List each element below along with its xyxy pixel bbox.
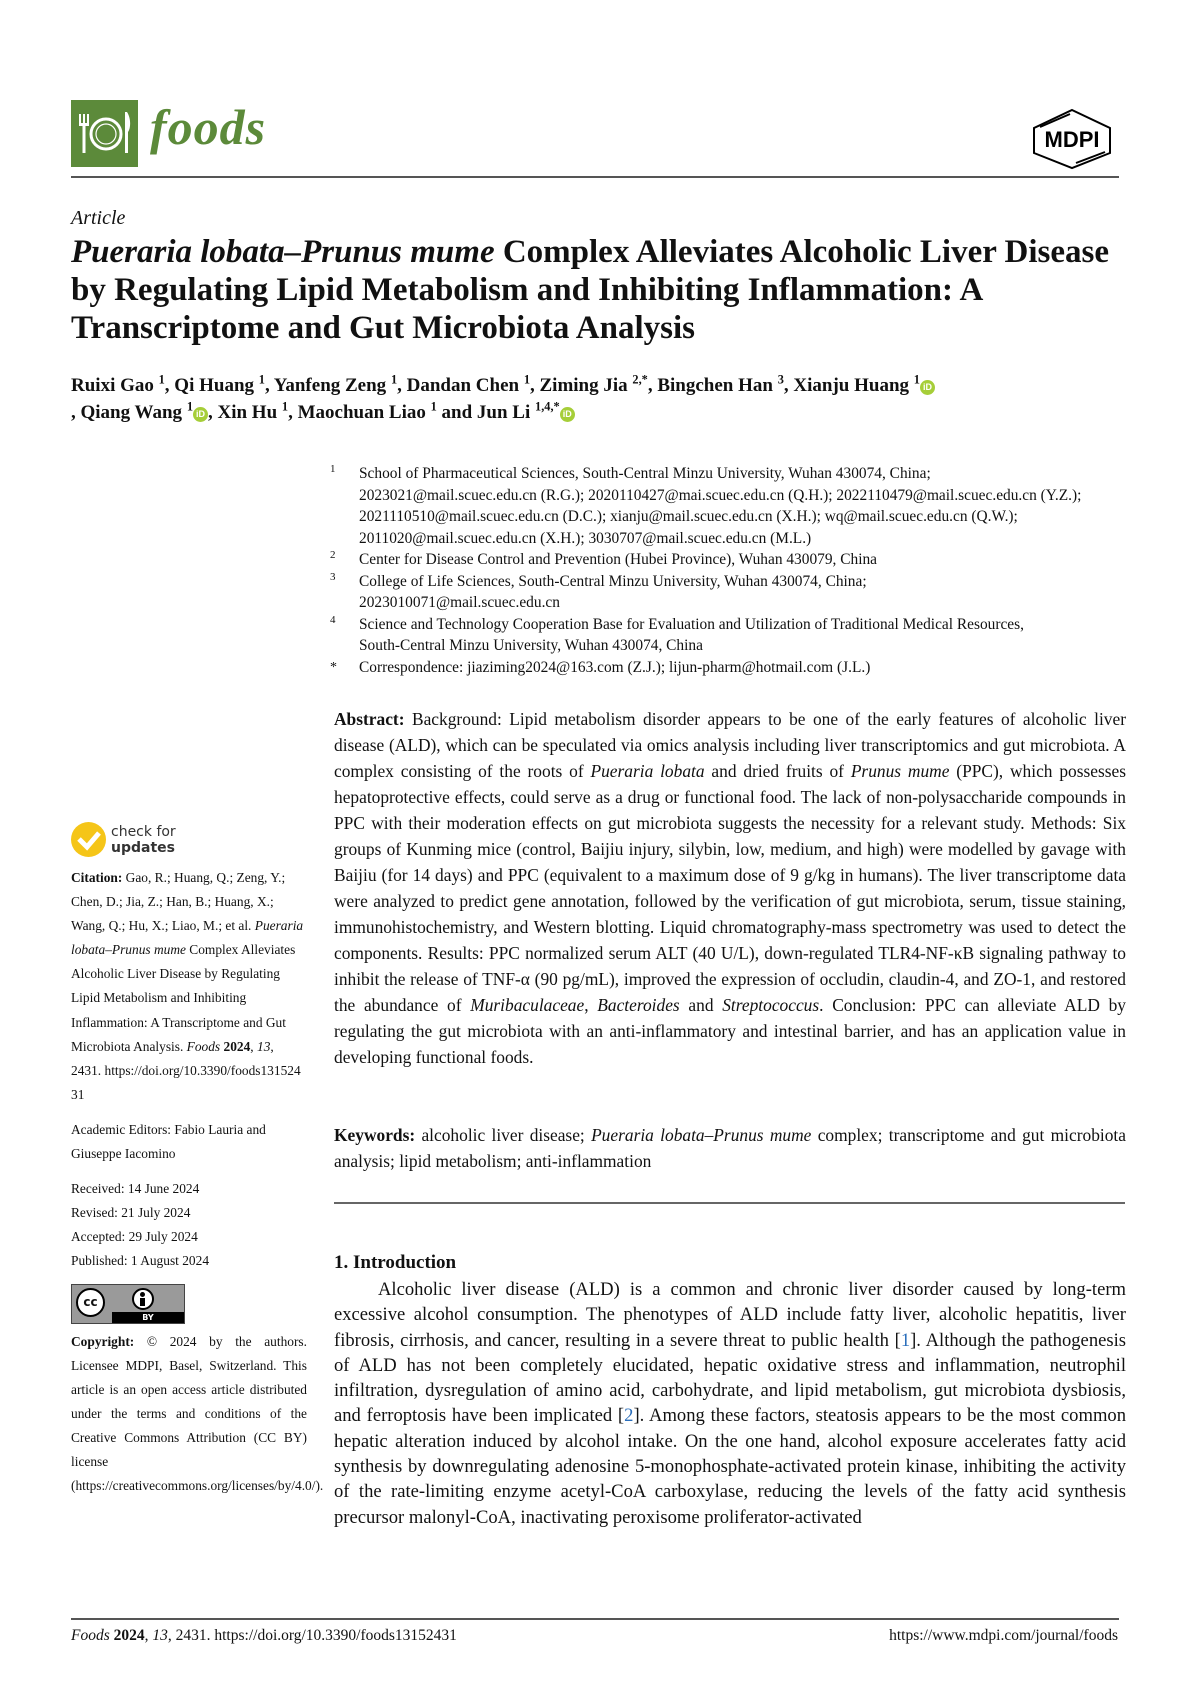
footer-doi[interactable]: , 2431. https://doi.org/10.3390/foods13152431	[167, 1627, 457, 1644]
text-segment: Prunus mume	[850, 761, 950, 781]
affiliation-line: South-Central Minzu University, Wuhan 430074, China	[359, 637, 703, 654]
cc-icon: cc	[76, 1288, 105, 1317]
author-name[interactable]: Qi Huang	[174, 375, 255, 396]
title-italic: Pueraria lobata–Prunus mume	[71, 234, 495, 270]
text-segment: alcoholic liver disease;	[415, 1125, 592, 1145]
author-affiliation-marker: 3	[777, 372, 784, 387]
reference-link[interactable]: 1	[900, 1329, 911, 1351]
footer-year: 2024	[113, 1627, 145, 1644]
text-segment: ]. Although the pathogenesis of ALD has not been completely elucidated, hepatic oxidative stress and inflammation, neutrophil infiltration, dysregulation of amino acid, carbohydrate, and lipid metabolism, gut microbiota dysbiosis, and ferroptosis have been implicated [	[334, 1329, 1127, 1427]
keywords-label: Keywords:	[334, 1125, 416, 1145]
text-segment: Alcoholic liver disease (ALD) is a common and chronic liver disorder caused by long-term excessive alcohol consumption. The phenotypes of ALD include fatty liver, alcoholic hepatitis, liver fibrosis, cirrhosis, and cancer, resulting in a severe threat to public health [	[334, 1279, 1126, 1351]
reference-link[interactable]: 2	[624, 1405, 634, 1427]
affiliation-item	[330, 614, 1130, 657]
text-segment: Streptococcus	[722, 995, 820, 1015]
affiliation-item	[330, 571, 1130, 614]
affiliation-line: 2021110510@mail.scuec.edu.cn (D.C.); xianju@mail.scuec.edu.cn (X.H.); wq@mail.scuec.edu.cn (Q.W.);	[359, 508, 1018, 525]
text-segment: and	[679, 995, 723, 1015]
author-affiliation-marker: 2,*	[632, 372, 648, 387]
orcid-icon[interactable]: iD	[193, 407, 208, 422]
affiliations	[330, 463, 1130, 678]
affiliation-marker: *	[330, 659, 337, 675]
article-type: Article	[71, 207, 126, 229]
citation-title-italic: Pueraria lobata–Prunus mume	[71, 918, 304, 958]
attribution-icon	[132, 1288, 154, 1310]
date-entry: Received: 14 June 2024	[71, 1181, 200, 1197]
publication-dates	[71, 1177, 307, 1273]
author-name[interactable]: Jun Li	[476, 402, 531, 423]
author-name[interactable]: Maochuan Liao	[297, 402, 426, 423]
citation-authors: Gao, R.; Huang, Q.; Zeng, Y.; Chen, D.; Jia, Z.; Han, B.; Huang, X.; Wang, Q.; Hu, X.; Liao, M.; et al.	[71, 870, 286, 934]
orcid-icon[interactable]: iD	[560, 407, 575, 422]
affiliation-item	[330, 657, 1130, 679]
footer-journal-url[interactable]: https://www.mdpi.com/journal/foods	[889, 1627, 1118, 1644]
affiliation-line: College of Life Sciences, South-Central Minzu University, Wuhan 430074, China;	[359, 572, 867, 590]
affiliation-line: 2011020@mail.scuec.edu.cn (X.H.); 3030707@mail.scuec.edu.cn (M.L.)	[359, 529, 812, 547]
copyright-notice	[71, 1330, 324, 1499]
mdpi-logo	[1030, 108, 1115, 170]
affiliation-item	[330, 463, 1130, 549]
author-name[interactable]: Xin Hu	[217, 402, 278, 423]
check-for-updates-button[interactable]	[71, 822, 231, 862]
text-segment: complex; transcriptome and gut microbiota analysis; lipid metabolism; anti-inflammation	[334, 1125, 1126, 1171]
foods-journal-logo	[71, 100, 138, 167]
author-list: Ruixi Gao $^1$, Qi Huang $^1$, Yanfeng Zeng $^1$, Dandan Chen $^1$, Ziming Jia $^{2,*}$, Bingchen Han $^3$, Xianju Huang $^1$iD , Qiang Wang $^1$iD , Xin Hu $^1$, Maochuan Liao $^1$ and Jun Li $^{1,4,*}$iD	[71, 372, 1131, 426]
citation-label: Citation:	[71, 870, 123, 885]
text-segment: (PPC), which possesses hepatoprotective effects, could serve as a drug or functional food. The lack of non-polysaccharide compounds in PPC with their moderation effects on gut microbiota suggests the necessity for a relevant study. Methods: Six groups of Kunming mice (control, Baijiu injury, silybin, low, medium, and high) were modelled by gavage with Baijiu (for 14 days) and PPC (equivalent to a maximum dose of 9 g/kg in humans). The liver transcriptome data were analyzed to predict gene annotation, followed by the verification of gut microbiota, serum, tissue staining, immunohistochemistry, and Western blotting. Liquid chromatography-mass spectrometry was used to detect the components. Results: PPC normalized serum ALT (40 U/L), down-regulated TLR4-NF-κB signaling pathway to inhibit the release of TNF-α (90 pg/mL), improved the expression of occludin, claudin-4, and ZO-1, and restored the abundance of	[334, 761, 1127, 1015]
text-segment: ]. Among these factors, steatosis appears to be the most common hepatic alteration induced by alcohol intake. On the one hand, alcohol exposure accelerates fatty acid synthesis by downregulating adenosine 5-monophosphate-activated protein kinase, inhibiting the activity of the rate-limiting enzyme acetyl-CoA carboxylase, reducing the levels of the fatty acid synthesis precursor malonyl-CoA, inactivating peroxisome proliferator-activated	[334, 1405, 1126, 1528]
author-name[interactable]: Ziming Jia	[539, 375, 628, 396]
footer-citation: Foods 2024, 13, 2431. https://doi.org/10.3390/foods13152431	[71, 1627, 457, 1644]
author-affiliation-marker: 1	[281, 399, 289, 414]
citation: Citation: Gao, R.; Huang, Q.; Zeng, Y.; Chen, D.; Jia, Z.; Han, B.; Huang, X.; Wang, Q.; Hu, X.; Liao, M.; et al. Pueraria lobata–Prunus mume Complex Alleviates Alcoholic Liver Disease by Regulating Lipid Metabolism and Inhibiting Inflammation: A Transcriptome and Gut Microbiota Analysis. Foods 2024, 13, 2431. https://doi.org/10.3390/foods13152431	[71, 870, 304, 1102]
citation-year: 2024	[223, 1038, 251, 1054]
affiliation-line: 2023010071@mail.scuec.edu.cn	[359, 594, 560, 611]
affiliation-line: School of Pharmaceutical Sciences, South-Central Minzu University, Wuhan 430074, China;	[359, 465, 931, 482]
affiliation-marker: 1	[330, 463, 336, 475]
check-updates-line1: check for	[111, 824, 176, 840]
date-entry: Revised: 21 July 2024	[71, 1205, 191, 1221]
text-segment: Muribaculaceae	[470, 995, 585, 1015]
citation-volume: 13	[257, 1038, 271, 1054]
title-rest: Complex Alleviates Alcoholic Liver Disease by Regulating Lipid Metabolism and Inhibiting Inflammation: A Transcriptome and Gut Microbiota Analysis	[71, 234, 1109, 346]
affiliation-marker: 3	[330, 570, 336, 583]
checkmark-icon	[71, 822, 106, 857]
text-segment: Pueraria lobata	[590, 761, 705, 781]
sidebar	[71, 866, 324, 1498]
abstract	[334, 706, 1126, 1070]
text-segment: . Conclusion: PPC can alleviate ALD by regulating the gut microbiota with an anti-inflammatory and intestinal barrier, and has an application value in developing functional foods.	[334, 995, 1126, 1067]
author-affiliation-marker: 1	[258, 372, 265, 387]
author-name[interactable]: Dandan Chen	[406, 375, 520, 396]
orcid-icon[interactable]: iD	[920, 380, 935, 395]
affiliation-marker: 4	[330, 613, 336, 626]
citation-journal: Foods	[186, 1038, 221, 1054]
author-affiliation-marker: 1,4,*	[535, 399, 560, 414]
section-divider	[334, 1202, 1125, 1204]
author-name[interactable]: Xianju Huang	[793, 375, 910, 396]
abstract-text	[334, 709, 1126, 1067]
author-name[interactable]: Bingchen Han	[657, 375, 773, 396]
plate-cutlery-icon	[71, 100, 138, 167]
text-segment: Bacteroides	[597, 995, 680, 1015]
author-affiliation-marker: 1	[913, 372, 920, 387]
affiliation-line: 2023021@mail.scuec.edu.cn (R.G.); 2020110427@mai.scuec.edu.cn (Q.H.); 2022110479@mail.scuec.edu.cn (Y.Z.);	[359, 486, 1082, 504]
author-name[interactable]: Ruixi Gao	[71, 375, 154, 396]
date-entry: Accepted: 29 July 2024	[71, 1229, 198, 1245]
header-divider	[71, 176, 1119, 178]
affiliation-marker: 2	[330, 549, 336, 561]
author-affiliation-marker: 1	[158, 372, 165, 387]
journal-name: foods	[150, 99, 267, 155]
citation-article-number: , 2431.	[71, 1038, 274, 1078]
affiliation-item	[330, 549, 1130, 571]
author-name[interactable]: Yanfeng Zeng	[273, 375, 387, 396]
check-updates-line2: updates	[111, 840, 175, 856]
keywords-text	[334, 1125, 1126, 1171]
section-heading: 1. Introduction	[334, 1252, 457, 1273]
footer-volume: 13	[152, 1627, 168, 1644]
affiliation-line: Science and Technology Cooperation Base for Evaluation and Utilization of Traditional Medical Resources,	[359, 615, 1024, 633]
author-name[interactable]: Qiang Wang	[80, 402, 183, 423]
author-affiliation-marker: 1	[186, 399, 193, 414]
introduction-paragraph	[334, 1277, 1126, 1530]
author-affiliation-marker: 1	[390, 372, 398, 387]
footer-divider	[71, 1618, 1119, 1620]
text-segment: Background: Lipid metabolism disorder appears to be one of the early features of alcoholic liver disease (ALD), which can be speculated via omics analysis including liver transcriptomics and gut microbiota. A complex consisting of the roots of	[334, 709, 1126, 781]
cc-by-license-badge[interactable]	[71, 1284, 185, 1324]
text-segment: and dried fruits of	[704, 761, 851, 781]
copyright-label: Copyright:	[71, 1333, 135, 1349]
text-segment: ,	[584, 995, 598, 1015]
abstract-label: Abstract:	[334, 709, 405, 729]
keywords	[334, 1122, 1126, 1174]
author-affiliation-marker: 1	[523, 372, 530, 387]
article-title	[71, 233, 1131, 347]
copyright-text: © 2024 by the authors. Licensee MDPI, Basel, Switzerland. This article is an open access article distributed under the terms and conditions of the Creative Commons Attribution (CC BY) license (https://creativecommons.org/licenses/by/4.0/).	[71, 1333, 324, 1494]
text-segment: Pueraria lobata–Prunus mume	[591, 1125, 812, 1145]
affiliation-line: Center for Disease Control and Prevention (Hubei Province), Wuhan 430079, China	[359, 551, 877, 568]
footer-journal: Foods	[71, 1627, 110, 1644]
date-entry: Published: 1 August 2024	[71, 1253, 210, 1269]
svg-text:MDPI: MDPI	[1044, 127, 1100, 152]
citation-title: Complex Alleviates Alcoholic Liver Disease by Regulating Lipid Metabolism and Inhibiting Inflammation: A Transcriptome and Gut Microbiota Analysis.	[71, 942, 296, 1054]
author-connector: and	[441, 402, 473, 423]
affiliation-line: Correspondence: jiaziming2024@163.com (Z.J.); lijun-pharm@hotmail.com (J.L.)	[359, 658, 871, 676]
by-label: BY	[112, 1312, 184, 1323]
citation-doi-link[interactable]: https://doi.org/10.3390/foods13152431	[71, 1062, 301, 1102]
academic-editors: Academic Editors: Fabio Lauria and Giuseppe Iacomino	[71, 1121, 266, 1162]
author-affiliation-marker: 1	[430, 399, 437, 414]
